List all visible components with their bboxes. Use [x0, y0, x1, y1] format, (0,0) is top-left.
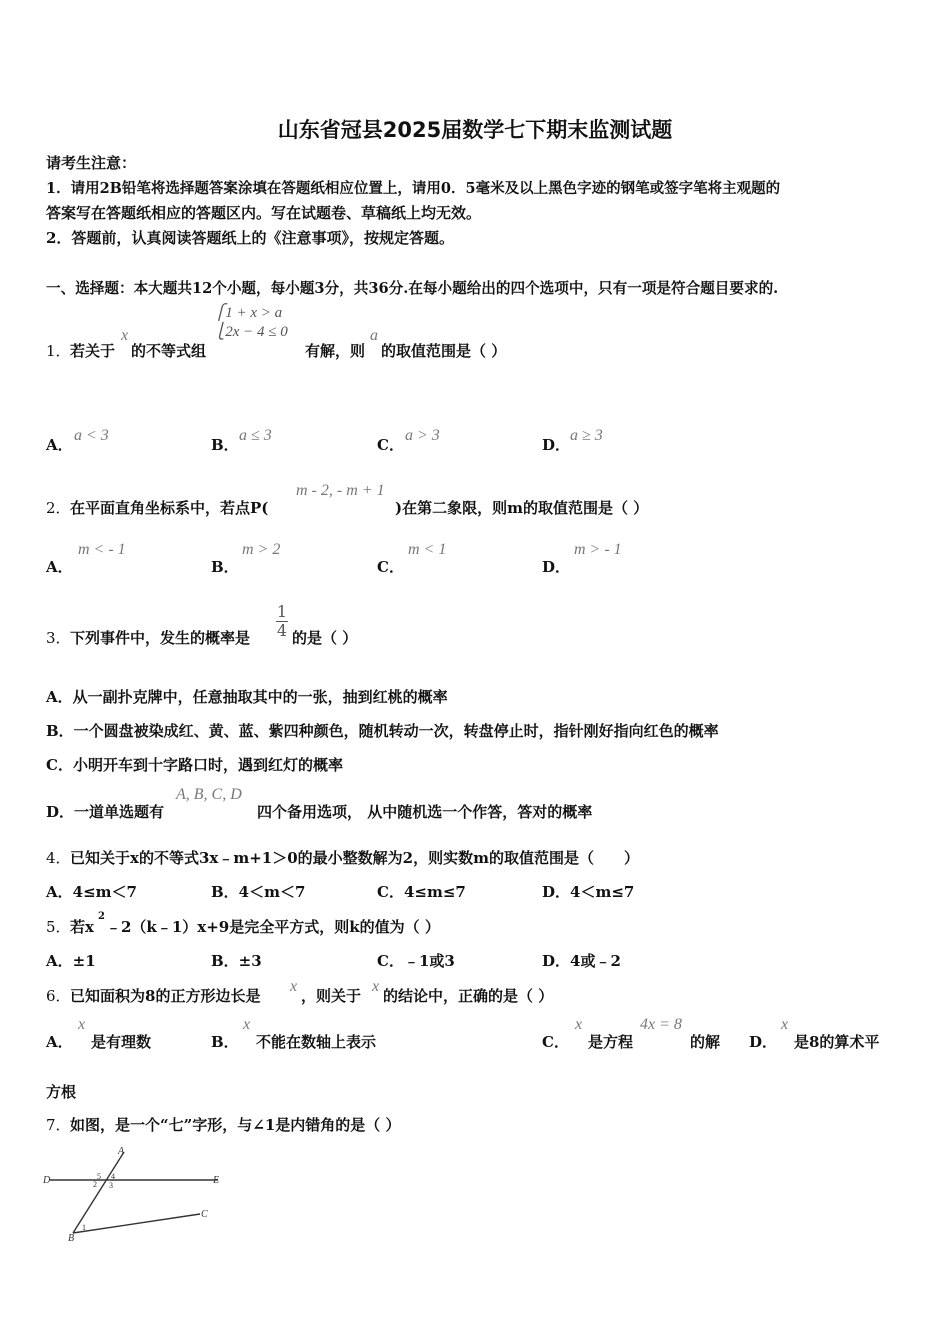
question-text: 已知关于x的不等式3x﹣m+1＞0的最小整数解为2，则实数m的取值范围是（ ）	[70, 849, 639, 867]
label-e: E	[213, 1175, 220, 1186]
option-c: C．﹣1或3	[377, 952, 455, 970]
option-a: A．±1	[46, 952, 96, 970]
option-d: D．4或﹣2	[542, 952, 621, 970]
option-b-text: 不能在数轴上表示	[256, 1033, 377, 1051]
label-d: D	[43, 1175, 51, 1186]
question-text: 若x	[70, 918, 94, 936]
question-number: 6．	[46, 987, 71, 1005]
option-label: B．	[211, 558, 239, 576]
option-d-text-continued: 方根	[46, 1083, 77, 1101]
option-expression: a < 3	[74, 427, 109, 444]
option-d-text: 是8的算术平	[794, 1033, 880, 1051]
option-expression: A, B, C, D	[176, 786, 242, 803]
equation: 4x = 8	[640, 1016, 682, 1033]
question-number: 3．	[46, 629, 71, 647]
option-label: A．	[46, 558, 73, 576]
option-b: B．4＜m＜7	[211, 883, 306, 901]
option-label: D．	[749, 1033, 778, 1051]
question-text: )在第二象限，则m的取值范围是（ ）	[395, 499, 649, 517]
option-a: A．4≤m＜7	[46, 883, 137, 901]
option-expression: m < 1	[408, 541, 447, 558]
math-variable: x	[121, 327, 129, 344]
math-variable: x	[781, 1016, 789, 1033]
option-a-text: 是有理数	[91, 1033, 152, 1051]
math-variable: a	[370, 327, 378, 344]
fraction-numerator: 1	[276, 602, 288, 621]
option-c-text: 是方程	[588, 1033, 634, 1051]
option-expression: m > 2	[242, 541, 281, 558]
angle-3-label: 3	[109, 1181, 113, 1190]
question-text: 已知面积为8的正方形边长是	[70, 987, 261, 1005]
notice-line-3: 2．答题前，认真阅读答题纸上的《注意事项》，按规定答题。	[46, 229, 454, 247]
option-b: B．±3	[211, 952, 262, 970]
angle-2-label: 2	[93, 1180, 97, 1189]
point-coordinates: m - 2, - m + 1	[296, 482, 385, 499]
question-text: 的结论中，正确的是（ ）	[383, 987, 554, 1005]
notice-heading: 请考生注意：	[46, 154, 137, 172]
question-text: 在平面直角坐标系中，若点P(	[70, 499, 269, 517]
line-bc	[73, 1214, 200, 1233]
question-text: ，则关于	[301, 987, 362, 1005]
option-label: B．	[211, 1033, 239, 1051]
label-b: B	[68, 1233, 75, 1244]
notice-line-2: 答案写在答题纸相应的答题区内。写在试题卷、草稿纸上均无效。	[46, 204, 482, 222]
option-expression: a > 3	[405, 427, 440, 444]
option-expression: a ≥ 3	[570, 427, 603, 444]
math-variable: x	[372, 978, 380, 995]
option-d: D．4＜m≤7	[542, 883, 635, 901]
angle-5-label: 5	[97, 1172, 101, 1181]
question-number: 1．	[46, 342, 71, 360]
question-text: 的是（ ）	[292, 629, 358, 647]
label-a: A	[118, 1146, 125, 1157]
math-variable: x	[78, 1016, 86, 1033]
option-d: D．一道单选题有	[46, 803, 165, 821]
option-label: C．	[377, 558, 404, 576]
line-ab	[73, 1152, 124, 1233]
question-text: ﹣2（k﹣1）x+9是完全平方式，则k的值为（ ）	[106, 918, 440, 936]
option-expression: m > - 1	[574, 541, 622, 558]
question-text: 若关于	[70, 342, 116, 360]
option-c: C．4≤m≤7	[377, 883, 466, 901]
question-text: 的取值范围是（ ）	[381, 342, 507, 360]
angle-4-label: 4	[111, 1172, 115, 1181]
question-text: 如图，是一个“七”字形，与∠1是内错角的是（ ）	[70, 1116, 401, 1134]
option-d: 四个备用选项， 从中随机选一个作答，答对的概率	[257, 803, 593, 821]
question-number: 7．	[46, 1116, 71, 1134]
question-text: 的不等式组	[131, 342, 207, 360]
math-variable: x	[575, 1016, 583, 1033]
option-label: D．	[542, 436, 571, 454]
option-label: B．	[211, 436, 239, 454]
option-expression: m < - 1	[78, 541, 126, 558]
option-c: C．小明开车到十字路口时，遇到红灯的概率	[46, 756, 343, 774]
geometry-figure	[40, 1145, 230, 1245]
question-text: 有解，则	[305, 342, 366, 360]
inequality-system-line-2: ⎩2x − 4 ≤ 0	[214, 324, 288, 340]
option-a: A．从一副扑克牌中，任意抽取其中的一张，抽到红桃的概率	[46, 688, 448, 706]
superscript: 2	[98, 911, 105, 922]
option-label: A．	[46, 1033, 73, 1051]
page-title: 山东省冠县2025届数学七下期末监测试题	[277, 118, 673, 142]
math-variable: x	[290, 978, 298, 995]
label-c: C	[201, 1209, 208, 1220]
option-label: C．	[377, 436, 404, 454]
option-c-text: 的解	[690, 1033, 721, 1051]
question-number: 2．	[46, 499, 71, 517]
inequality-system-line-1: ⎧1 + x > a	[214, 305, 283, 321]
option-label: A．	[46, 436, 73, 454]
angle-1-label: 1	[82, 1223, 86, 1232]
option-b: B．一个圆盘被染成红、黄、蓝、紫四种颜色，随机转动一次，转盘停止时，指针刚好指向红色的概率	[46, 722, 719, 740]
question-text: 下列事件中，发生的概率是	[70, 629, 251, 647]
math-variable: x	[243, 1016, 251, 1033]
section-heading: 一、选择题：本大题共12个小题，每小题3分，共36分.在每小题给出的四个选项中，只有一项是符合题目要求的.	[46, 280, 779, 297]
option-expression: a ≤ 3	[239, 427, 272, 444]
option-label: C．	[542, 1033, 569, 1051]
notice-line-1: 1．请用2B铅笔将选择题答案涂填在答题纸相应位置上，请用0．5毫米及以上黑色字迹的钢笔或签字笔将主观题的	[46, 180, 781, 197]
question-number: 4．	[46, 849, 71, 867]
option-label: D．	[542, 558, 571, 576]
question-number: 5．	[46, 918, 71, 936]
fraction-denominator: 4	[276, 621, 288, 640]
fraction	[273, 603, 291, 640]
